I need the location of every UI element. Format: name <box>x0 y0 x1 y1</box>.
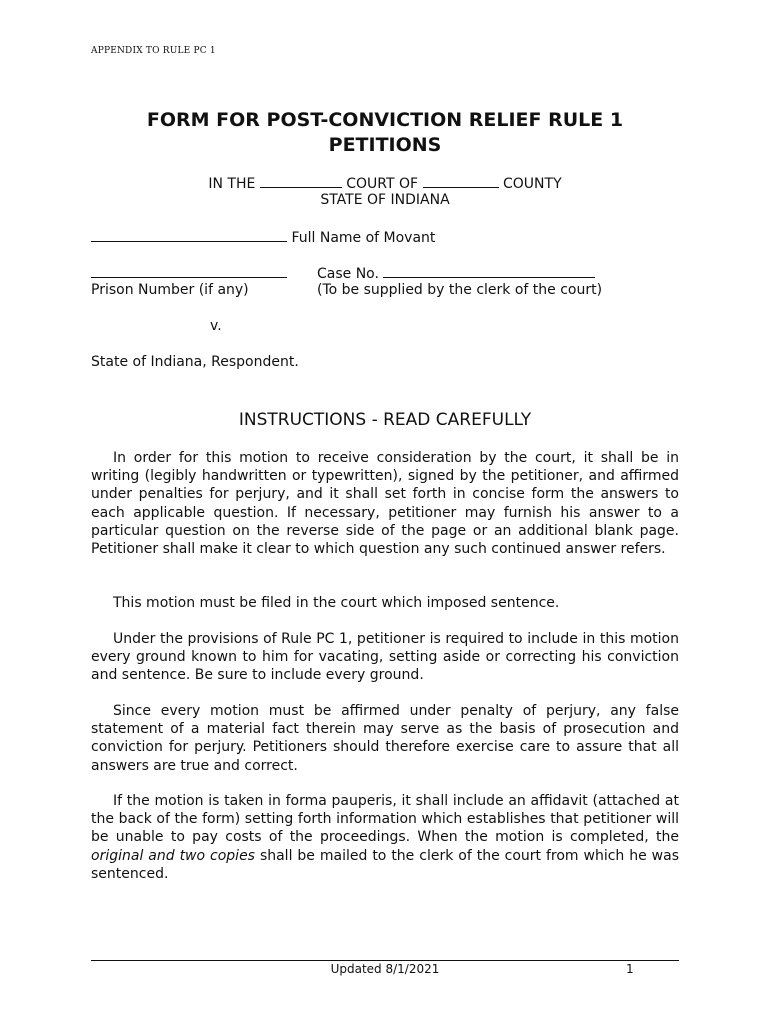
court-of-label: COURT OF <box>346 176 419 192</box>
footer-updated: Updated 8/1/2021 <box>330 962 440 976</box>
versus-label: v. <box>210 318 222 334</box>
prison-number-label: Prison Number (if any) <box>91 282 249 298</box>
instructions-paragraph-5 <box>91 792 679 883</box>
clerk-note: (To be supplied by the clerk of the court) <box>317 282 603 298</box>
state-line: STATE OF INDIANA <box>320 192 450 208</box>
prison-number-blank[interactable] <box>91 263 287 278</box>
in-the-label: IN THE <box>208 176 256 192</box>
movant-name-line <box>91 227 435 247</box>
instructions-paragraph-1: In order for this motion to receive consideration by the court, it shall be in writing (legibly handwritten or typewritten), signed by the petitioner, and affirmed under penalties for perjury, and it shall set forth in concise form the answers to each applicable question. If necessary, petitioner may furnish his answer to a particular question on the reverse side of the page or an additional blank page. Petitioner shall make it clear to which question any such continued answer refers. <box>91 450 679 558</box>
full-name-label: Full Name of Movant <box>291 230 436 246</box>
p5-emphasis: original and two copies <box>91 847 255 864</box>
appendix-label: APPENDIX TO RULE PC 1 <box>91 46 216 56</box>
footer-divider <box>91 960 679 961</box>
instructions-paragraph-4: Since every motion must be affirmed under penalty of perjury, any false statement of a material fact therein may serve as the basis of prosecution and conviction for perjury. Petitioners should therefore exercise care to assure that all answers are true and correct. <box>91 703 679 774</box>
form-title <box>0 108 770 158</box>
respondent-label: State of Indiana, Respondent. <box>91 354 299 370</box>
instructions-heading: INSTRUCTIONS - READ CAREFULLY <box>238 410 532 430</box>
case-no-label: Case No. <box>317 266 379 282</box>
case-number-blank[interactable] <box>383 263 595 278</box>
instructions-paragraph-2: This motion must be filed in the court which imposed sentence. <box>113 595 560 611</box>
form-title-line1: FORM FOR POST-CONVICTION RELIEF RULE 1 <box>146 109 624 131</box>
p5-text-b: shall be mailed to the clerk of the court from which he was sentenced. <box>91 847 679 882</box>
movant-name-blank[interactable] <box>91 227 287 242</box>
court-line <box>0 173 770 193</box>
county-name-blank[interactable] <box>423 173 499 188</box>
page-number: 1 <box>626 962 634 976</box>
form-title-line2: PETITIONS <box>328 134 442 156</box>
instructions-paragraph-3: Under the provisions of Rule PC 1, petitioner is required to include in this motion every ground known to him for vacating, setting aside or correcting his conviction and sentence. Be sure to include every ground. <box>91 631 679 684</box>
prison-number-blank-line <box>91 263 287 283</box>
court-name-blank[interactable] <box>260 173 342 188</box>
p5-text-a: If the motion is taken in forma pauperis, it shall include an affidavit (attached at the back of the form) setting forth information which establishes that petitioner will be unable to pay costs of the proceedings. When the motion is completed, the <box>91 793 679 846</box>
county-label: COUNTY <box>503 176 562 192</box>
case-number-line <box>317 263 595 283</box>
